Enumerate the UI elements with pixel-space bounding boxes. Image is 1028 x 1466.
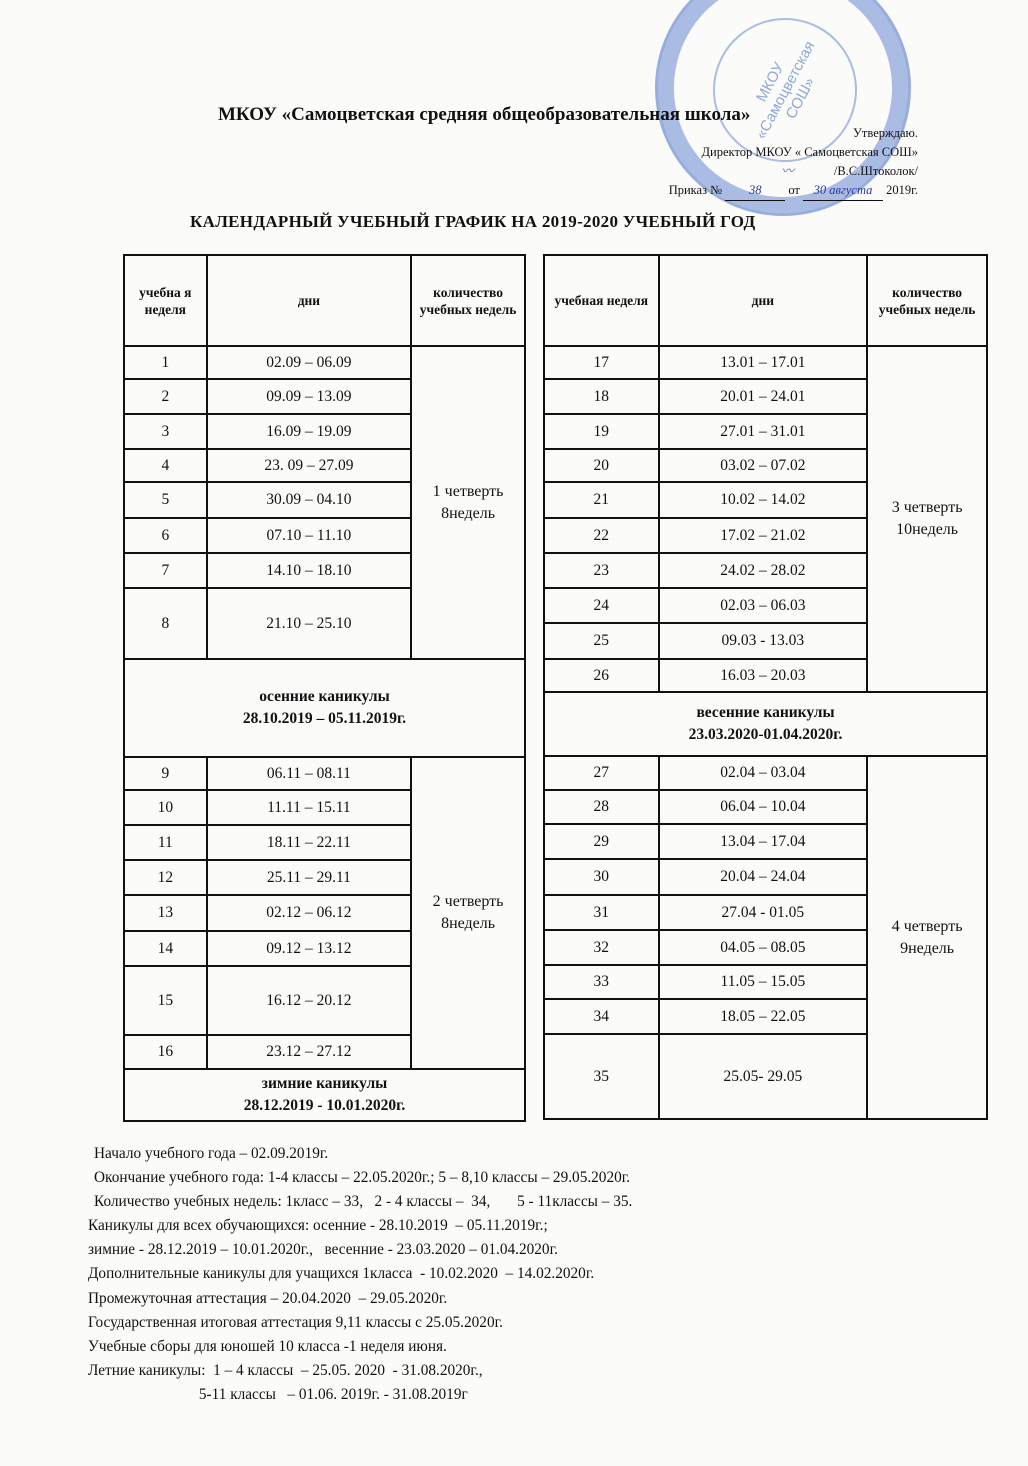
week-number: 27 bbox=[544, 756, 659, 790]
week-days: 02.04 – 03.04 bbox=[659, 756, 868, 790]
week-days: 21.10 – 25.10 bbox=[207, 588, 412, 659]
approve-line: Утверждаю. bbox=[853, 126, 918, 140]
week-number: 25 bbox=[544, 623, 659, 659]
note-line: Учебные сборы для юношей 10 класса -1 неделя июня. bbox=[88, 1337, 447, 1355]
week-days: 18.11 – 22.11 bbox=[207, 825, 412, 860]
week-number: 15 bbox=[124, 966, 207, 1035]
week-number: 32 bbox=[544, 930, 659, 965]
quarter-4-label: 4 четверть 9недель bbox=[867, 756, 987, 1119]
table-row bbox=[124, 346, 525, 379]
week-days: 24.02 – 28.02 bbox=[659, 553, 868, 588]
order-date: 30 августа bbox=[803, 181, 883, 201]
week-days: 06.04 – 10.04 bbox=[659, 790, 868, 824]
week-days: 20.04 – 24.04 bbox=[659, 859, 868, 895]
week-days: 03.02 – 07.02 bbox=[659, 449, 868, 482]
week-days: 16.12 – 20.12 bbox=[207, 966, 412, 1035]
week-number: 4 bbox=[124, 449, 207, 482]
quarter-2-label: 2 четверть 8недель bbox=[411, 757, 525, 1069]
week-number: 21 bbox=[544, 482, 659, 518]
week-days: 27.01 – 31.01 bbox=[659, 414, 868, 449]
week-number: 23 bbox=[544, 553, 659, 588]
week-number: 16 bbox=[124, 1035, 207, 1069]
header-count: количество учебных недель bbox=[867, 255, 987, 346]
director-line: Директор МКОУ « Самоцветская СОШ» bbox=[701, 145, 918, 159]
page-title: КАЛЕНДАРНЫЙ УЧЕБНЫЙ ГРАФИК НА 2019-2020 УЧЕБНЫЙ ГОД bbox=[190, 212, 756, 231]
week-number: 30 bbox=[544, 859, 659, 895]
order-prefix: Приказ № bbox=[668, 183, 723, 197]
week-days: 16.09 – 19.09 bbox=[207, 414, 412, 449]
note-line: Дополнительные каникулы для учащихся 1класса - 10.02.2020 – 14.02.2020г. bbox=[88, 1265, 595, 1283]
school-title: МКОУ «Самоцветская средняя общеобразовательная школа» bbox=[218, 104, 751, 125]
week-number: 10 bbox=[124, 790, 207, 825]
table-row bbox=[544, 756, 987, 790]
stamp-text: МКОУ «Самоцветская СОШ» bbox=[688, 0, 883, 187]
week-days: 25.05- 29.05 bbox=[659, 1034, 868, 1119]
week-days: 16.03 – 20.03 bbox=[659, 659, 868, 692]
autumn-break bbox=[124, 659, 525, 757]
note-line: Каникулы для всех обучающихся: осенние - 28.10.2019 – 05.11.2019г.; bbox=[88, 1217, 548, 1235]
note-line: Окончание учебного года: 1-4 классы – 22.05.2020г.; 5 – 8,10 классы – 29.05.2020г. bbox=[94, 1169, 631, 1187]
week-days: 02.09 – 06.09 bbox=[207, 346, 412, 379]
week-number: 2 bbox=[124, 379, 207, 414]
schedule-table-right bbox=[543, 254, 988, 1120]
quarter-1-label: 1 четверть 8недель bbox=[411, 346, 525, 659]
header-count: количество учебных недель bbox=[411, 255, 525, 346]
week-number: 29 bbox=[544, 824, 659, 859]
week-days: 23.12 – 27.12 bbox=[207, 1035, 412, 1069]
order-number: 38 bbox=[725, 181, 785, 201]
week-number: 13 bbox=[124, 895, 207, 931]
signature-mark: 〰 bbox=[781, 164, 794, 178]
week-days: 09.12 – 13.12 bbox=[207, 931, 412, 966]
week-number: 1 bbox=[124, 346, 207, 379]
week-days: 13.01 – 17.01 bbox=[659, 346, 868, 379]
week-days: 27.04 - 01.05 bbox=[659, 895, 868, 930]
week-days: 10.02 – 14.02 bbox=[659, 482, 868, 518]
order-from: от bbox=[788, 183, 800, 197]
week-number: 20 bbox=[544, 449, 659, 482]
week-days: 20.01 – 24.01 bbox=[659, 379, 868, 414]
header-days: дни bbox=[659, 255, 868, 346]
winter-break bbox=[124, 1069, 525, 1121]
week-number: 12 bbox=[124, 860, 207, 895]
week-days: 06.11 – 08.11 bbox=[207, 757, 412, 790]
week-number: 8 bbox=[124, 588, 207, 659]
week-days: 25.11 – 29.11 bbox=[207, 860, 412, 895]
week-number: 17 bbox=[544, 346, 659, 379]
spring-break bbox=[544, 692, 987, 756]
header-days: дни bbox=[207, 255, 412, 346]
week-days: 02.12 – 06.12 bbox=[207, 895, 412, 931]
week-number: 24 bbox=[544, 588, 659, 623]
week-days: 14.10 – 18.10 bbox=[207, 553, 412, 588]
autumn-break-title: осенние каникулы bbox=[259, 688, 390, 705]
week-days: 11.11 – 15.11 bbox=[207, 790, 412, 825]
table-row bbox=[124, 757, 525, 790]
week-number: 11 bbox=[124, 825, 207, 860]
week-number: 28 bbox=[544, 790, 659, 824]
week-number: 3 bbox=[124, 414, 207, 449]
week-number: 22 bbox=[544, 518, 659, 553]
autumn-break-row bbox=[124, 659, 525, 757]
spring-break-row bbox=[544, 692, 987, 756]
notes-block bbox=[88, 1142, 968, 1407]
week-number: 34 bbox=[544, 999, 659, 1034]
week-number: 9 bbox=[124, 757, 207, 790]
approval-block bbox=[669, 124, 918, 201]
note-line: 5-11 классы – 01.06. 2019г. - 31.08.2019г bbox=[88, 1385, 468, 1403]
week-days: 23. 09 – 27.09 bbox=[207, 449, 412, 482]
winter-break-dates: 28.12.2019 - 10.01.2020г. bbox=[243, 1097, 406, 1114]
quarter-3-label: 3 четверть 10недель bbox=[867, 346, 987, 692]
table-header-row bbox=[544, 255, 987, 346]
winter-break-row bbox=[124, 1069, 525, 1121]
note-line: Начало учебного года – 02.09.2019г. bbox=[94, 1145, 329, 1162]
week-number: 31 bbox=[544, 895, 659, 930]
schedule-table-left bbox=[123, 254, 526, 1122]
week-number: 19 bbox=[544, 414, 659, 449]
table-header-row bbox=[124, 255, 525, 346]
week-days: 07.10 – 11.10 bbox=[207, 518, 412, 553]
spring-break-dates: 23.03.2020-01.04.2020г. bbox=[688, 726, 843, 743]
week-number: 35 bbox=[544, 1034, 659, 1119]
week-number: 5 bbox=[124, 482, 207, 518]
week-number: 26 bbox=[544, 659, 659, 692]
table-row bbox=[544, 346, 987, 379]
week-days: 18.05 – 22.05 bbox=[659, 999, 868, 1034]
week-number: 33 bbox=[544, 965, 659, 999]
director-name-line bbox=[669, 162, 918, 181]
spring-break-title: весенние каникулы bbox=[696, 704, 835, 721]
week-number: 18 bbox=[544, 379, 659, 414]
week-days: 09.09 – 13.09 bbox=[207, 379, 412, 414]
order-year: 2019г. bbox=[886, 183, 918, 197]
week-days: 04.05 – 08.05 bbox=[659, 930, 868, 965]
week-days: 02.03 – 06.03 bbox=[659, 588, 868, 623]
week-days: 09.03 - 13.03 bbox=[659, 623, 868, 659]
week-days: 30.09 – 04.10 bbox=[207, 482, 412, 518]
week-days: 13.04 – 17.04 bbox=[659, 824, 868, 859]
week-days: 11.05 – 15.05 bbox=[659, 965, 868, 999]
header-week: учебная неделя bbox=[544, 255, 659, 346]
note-line: Промежуточная аттестация – 20.04.2020 – 29.05.2020г. bbox=[88, 1289, 448, 1307]
week-days: 17.02 – 21.02 bbox=[659, 518, 868, 553]
autumn-break-dates: 28.10.2019 – 05.11.2019г. bbox=[242, 710, 407, 727]
director-name: /В.С.Штоколок/ bbox=[833, 164, 918, 178]
week-number: 6 bbox=[124, 518, 207, 553]
note-line: Летние каникулы: 1 – 4 классы – 25.05. 2020 - 31.08.2020г., bbox=[88, 1361, 483, 1379]
week-number: 7 bbox=[124, 553, 207, 588]
note-line: Государственная итоговая аттестация 9,11 классы с 25.05.2020г. bbox=[88, 1313, 503, 1331]
winter-break-title: зимние каникулы bbox=[261, 1075, 388, 1092]
order-line bbox=[669, 181, 918, 201]
week-number: 14 bbox=[124, 931, 207, 966]
note-line: зимние - 28.12.2019 – 10.01.2020г., весенние - 23.03.2020 – 01.04.2020г. bbox=[88, 1241, 558, 1259]
header-week: учебна я неделя bbox=[124, 255, 207, 346]
note-line: Количество учебных недель: 1класс – 33, 2 - 4 классы – 34, 5 - 11классы – 35. bbox=[94, 1193, 633, 1211]
